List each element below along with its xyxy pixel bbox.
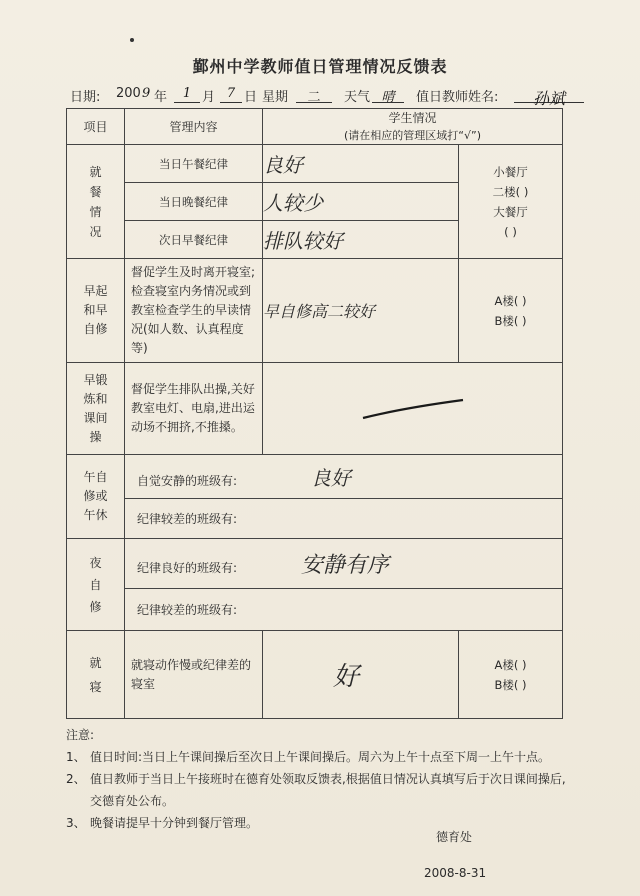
sleep-note: 好 — [263, 631, 459, 719]
noon-quiet-cell — [125, 455, 563, 499]
sleep-side-b: B楼( ) — [494, 677, 527, 692]
evening-label: 夜自修 — [67, 539, 125, 631]
meal-side-floor2: 二楼( ) — [492, 184, 529, 199]
morning-note: 早自修高二较好 — [263, 259, 459, 363]
note-number: 1、 — [66, 750, 86, 764]
meal-side — [459, 145, 563, 259]
weather-label: 天气 — [344, 90, 371, 105]
dash-stroke-mark — [353, 394, 473, 424]
issuing-department: 德育处 — [436, 830, 473, 844]
note-item-2 — [66, 768, 576, 812]
sleep-label: 就寝 — [67, 631, 125, 719]
evening-row-poor — [67, 589, 563, 631]
sleep-content: 就寝动作慢或纪律差的寝室 — [125, 631, 263, 719]
sleep-side-a: A楼( ) — [494, 657, 527, 672]
evening-row-good — [67, 539, 563, 589]
date-line — [70, 86, 590, 108]
noon-quiet-label: 自觉安静的班级有: — [137, 474, 238, 488]
header-row — [67, 109, 563, 145]
year-label: 年 — [154, 90, 168, 105]
note-number: 2、 — [66, 772, 86, 786]
noon-quiet-note: 良好 — [310, 466, 351, 490]
meal-side-big-hall-box: ( ) — [504, 224, 517, 239]
day-label: 日 — [244, 90, 258, 105]
meal-label: 就餐情况 — [67, 145, 125, 259]
meal-dinner-label: 当日晚餐纪律 — [125, 183, 263, 221]
evening-good-note: 安静有序 — [300, 553, 389, 578]
teacher-name: 孙斌 — [514, 86, 584, 103]
year-prefix: 200 — [116, 86, 141, 101]
evening-good-label: 纪律良好的班级有: — [137, 561, 238, 575]
meal-breakfast-note: 排队较好 — [263, 221, 459, 259]
header-item: 项目 — [67, 109, 125, 145]
meal-dinner-note: 人较少 — [263, 183, 459, 221]
header-status-note: (请在相应的管理区域打“√”) — [344, 128, 481, 142]
header-content: 管理内容 — [125, 109, 263, 145]
noon-poor-label: 纪律较差的班级有: — [125, 499, 563, 539]
exercise-row — [67, 363, 563, 455]
morning-side — [459, 259, 563, 363]
meal-lunch-note: 良好 — [263, 145, 459, 183]
weekday-label: 星期 — [262, 90, 289, 105]
morning-content: 督促学生及时离开寝室;检查寝室内务情况或到教室检查学生的早读情况(如人数、认真程度等) — [125, 259, 263, 363]
form-title: 鄞州中学教师值日管理情况反馈表 — [192, 57, 448, 76]
morning-side-a: A楼( ) — [494, 293, 527, 308]
meal-side-big-hall: 大餐厅 — [493, 204, 528, 219]
teacher-label: 值日教师姓名: — [416, 90, 499, 105]
evening-poor-label: 纪律较差的班级有: — [125, 589, 563, 631]
noon-row-poor — [67, 499, 563, 539]
note-item-1 — [66, 746, 576, 768]
weather-value: 晴 — [372, 86, 404, 103]
meal-row-lunch — [67, 145, 563, 183]
header-status-title: 学生情况 — [388, 110, 437, 125]
header-status — [263, 109, 563, 145]
exercise-content: 督促学生排队出操,关好教室电灯、电扇,进出运动场不拥挤,不推搡。 — [125, 363, 263, 455]
note-item-3 — [66, 812, 576, 834]
noon-row-quiet — [67, 455, 563, 499]
morning-label: 早起和早自修 — [67, 259, 125, 363]
notes-heading: 注意: — [66, 728, 95, 742]
notes-section — [66, 724, 576, 834]
month-label: 月 — [202, 90, 216, 105]
sleep-side — [459, 631, 563, 719]
date-label: 日期: — [70, 90, 101, 105]
meal-lunch-label: 当日午餐纪律 — [125, 145, 263, 183]
year-digit: 9 — [142, 86, 151, 101]
weekday-value: 二 — [296, 86, 332, 103]
note-text: 晚餐请提早十分钟到餐厅管理。 — [90, 816, 259, 830]
day-value: 7 — [220, 86, 242, 103]
morning-row — [67, 259, 563, 363]
meal-side-small-hall: 小餐厅 — [493, 164, 528, 179]
note-text: 值日时间:当日上午课间操后至次日上午课间操后。周六为上午十点至下周一上午十点。 — [90, 750, 551, 764]
morning-side-b: B楼( ) — [494, 313, 527, 328]
month-value: 1 — [174, 86, 200, 103]
meal-breakfast-label: 次日早餐纪律 — [125, 221, 263, 259]
noon-label: 午自修或午休 — [67, 455, 125, 539]
issue-date: 2008-8-31 — [424, 866, 487, 880]
sleep-row — [67, 631, 563, 719]
ink-dot — [130, 38, 134, 42]
exercise-label: 早锻炼和课间操 — [67, 363, 125, 455]
exercise-status — [263, 363, 563, 455]
feedback-table — [66, 108, 563, 719]
note-number: 3、 — [66, 816, 86, 830]
note-text: 值日教师于当日上午接班时在德育处领取反馈表,根据值日情况认真填写后于次日课间操后,交德育处公布。 — [90, 772, 566, 808]
evening-good-cell — [125, 539, 563, 589]
